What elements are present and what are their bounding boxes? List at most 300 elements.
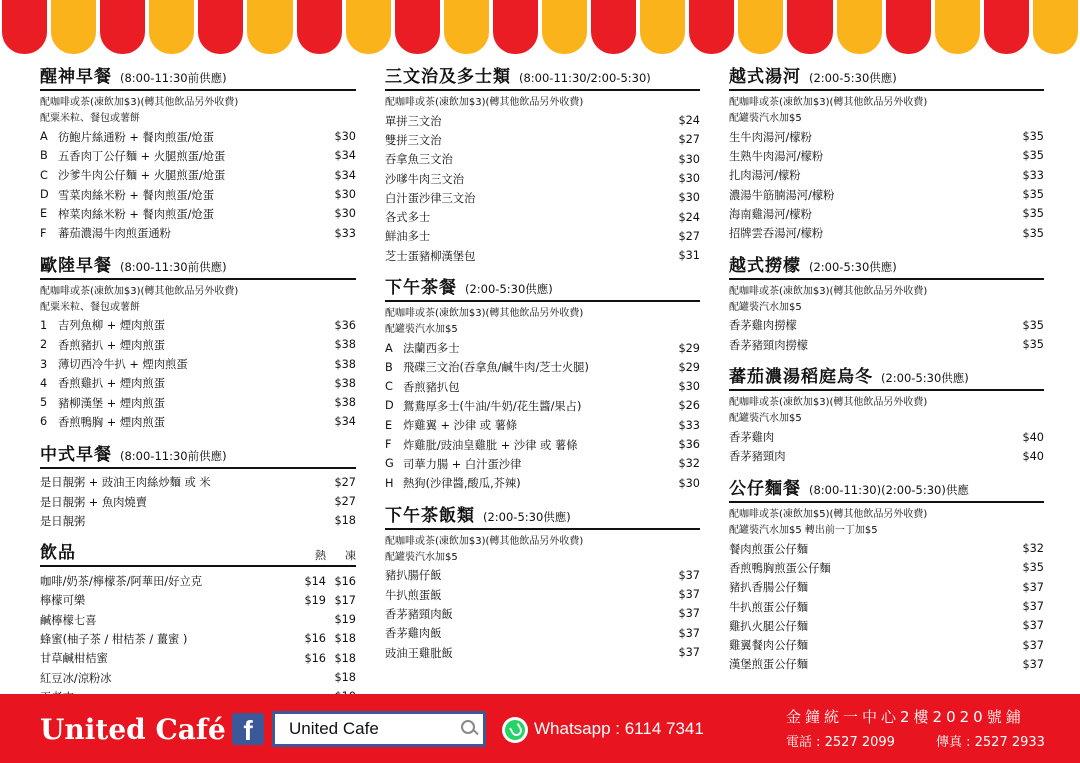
- drink-item: [40, 591, 356, 610]
- section-hours: (8:00-11:30前供應): [120, 448, 227, 463]
- item-price: $38: [334, 376, 356, 390]
- menu-section: [385, 62, 700, 265]
- menu-item: [385, 624, 700, 643]
- section-header: [385, 273, 700, 302]
- item-price: $38: [334, 396, 356, 410]
- item-code: 3: [40, 357, 48, 371]
- item-name: 香茅豬頸肉: [729, 450, 786, 464]
- item-price: $37: [1022, 580, 1044, 594]
- awning-stripe: [346, 0, 391, 54]
- awning-stripe: [2, 0, 47, 54]
- footer-bar: [0, 694, 1080, 763]
- menu-section: [385, 273, 700, 492]
- awning-stripe: [640, 0, 685, 54]
- item-code: A: [385, 341, 393, 355]
- item-price: $30: [678, 476, 700, 490]
- section-note: 配咖啡或茶(凍飲加$3)(轉其他飲品另外收費): [40, 97, 239, 108]
- item-name: 漢堡煎蛋公仔麵: [729, 658, 809, 672]
- item-price: $38: [334, 338, 356, 352]
- item-name: 海南雞湯河/檬粉: [729, 207, 812, 221]
- item-name: 彷鮑片絲通粉 + 餐肉煎蛋/炝蛋: [58, 130, 215, 144]
- awning-stripe: [984, 0, 1029, 54]
- item-name: 鮮油多士: [385, 230, 431, 244]
- section-title: 公仔麵餐: [729, 478, 801, 499]
- menu-item: [729, 316, 1044, 335]
- menu-item: [385, 454, 700, 473]
- drink-name: 鹹檸檬七喜: [40, 613, 97, 627]
- item-code: A: [40, 130, 48, 144]
- menu-item: [385, 396, 700, 415]
- awning-stripe: [51, 0, 96, 54]
- menu-section: [729, 251, 1044, 355]
- section-header: [40, 251, 356, 280]
- drinks-title: 飲品: [40, 543, 76, 564]
- section-header: [729, 62, 1044, 91]
- item-price: $35: [1022, 561, 1044, 575]
- drink-cold-price: $18: [334, 632, 356, 646]
- menu-item: [385, 416, 700, 435]
- section-hours: (8:00-11:30/2:00-5:30): [519, 71, 651, 85]
- section-hours: (2:00-5:30供應): [465, 282, 553, 297]
- menu-item: [385, 207, 700, 226]
- item-price: $37: [678, 568, 700, 582]
- item-name: 雪菜肉絲米粉 + 餐肉煎蛋/炝蛋: [58, 188, 215, 202]
- section-note: 配咖啡或茶(凍飲加$3)(轉其他飲品另外收費): [729, 97, 928, 108]
- item-price: $30: [678, 172, 700, 186]
- menu-item: [729, 204, 1044, 223]
- section-note: 配咖啡或茶(凍飲加$3)(轉其他飲品另外收費): [729, 285, 928, 297]
- section-note: 配罐裝汽水加$5: [729, 301, 802, 313]
- item-name: 香茅豬頸肉飯: [385, 607, 453, 621]
- item-name: 香茅雞肉: [729, 431, 775, 445]
- awning-stripe: [395, 0, 440, 54]
- item-name: 扎肉湯河/檬粉: [729, 169, 801, 183]
- drink-name: 蜂蜜(柚子茶 / 柑桔茶 / 薑蜜 ): [40, 632, 188, 646]
- telephone: 電話 : 2527 2099: [786, 735, 895, 750]
- item-name: 香煎鴨胸煎蛋公仔麵: [729, 561, 831, 575]
- item-code: 6: [40, 415, 48, 429]
- menu-item: [729, 335, 1044, 354]
- drink-item: [40, 668, 356, 687]
- item-code: D: [385, 399, 394, 413]
- section-note: 配罐裝汽水加$5: [729, 113, 802, 124]
- section-title: 下午茶餐: [385, 278, 457, 299]
- item-name: 炸雞翼 + 沙律 或 薯條: [403, 419, 518, 433]
- section-hours: (8:00-11:30前供應): [120, 259, 227, 274]
- awning-stripe: [493, 0, 538, 54]
- drink-name: 甘草鹹柑桔蜜: [40, 652, 108, 666]
- item-name: 香茅雞肉飯: [385, 627, 442, 641]
- section-title: 越式湯河: [729, 67, 801, 87]
- section-hours: (2:00-5:30供應): [809, 259, 897, 274]
- section-title: 三文治及多士類: [385, 67, 511, 87]
- item-price: $32: [1022, 542, 1044, 556]
- item-name: 五香肉丁公仔麵 + 火腿煎蛋/炝蛋: [58, 149, 226, 163]
- section-note: 配咖啡或茶(凍飲加$5)(轉其他飲品另外收費): [729, 508, 928, 520]
- section-note: 配罐裝汽水加$5: [385, 324, 458, 336]
- item-price: $30: [334, 207, 356, 221]
- item-price: $36: [334, 318, 356, 332]
- awning-stripe: [198, 0, 243, 54]
- menu-item: [385, 585, 700, 604]
- menu-item: [40, 473, 356, 492]
- item-name: 香煎雞扒 + 煙肉煎蛋: [58, 377, 166, 391]
- item-name: 招牌雲吞湯河/檬粉: [729, 227, 824, 241]
- drink-hot-price: $16: [304, 632, 326, 646]
- menu-item: [729, 127, 1044, 146]
- drink-hot-price: $16: [304, 651, 326, 665]
- menu-item: [385, 473, 700, 492]
- awning-stripe: [935, 0, 980, 54]
- drink-hot-price: $19: [304, 593, 326, 607]
- menu-item: [40, 185, 356, 204]
- section-note: 配咖啡或茶(凍飲加$3)(轉其他飲品另外收費): [40, 285, 239, 297]
- section-title: 中式早餐: [40, 444, 112, 465]
- item-name: 豬扒腸仔飯: [385, 569, 442, 583]
- menu-item: [729, 597, 1044, 616]
- item-code: C: [385, 380, 393, 394]
- drink-item: [40, 649, 356, 668]
- item-name: 熱狗(沙律醬,酸瓜,芥辣): [403, 477, 521, 491]
- awning-stripe: [689, 0, 734, 54]
- item-price: $24: [678, 210, 700, 224]
- item-name: 豬柳漢堡 + 煙肉煎蛋: [58, 396, 166, 410]
- item-name: 單拼三文治: [385, 114, 442, 128]
- menu-item: [385, 377, 700, 396]
- section-header: [729, 251, 1044, 280]
- menu-column-3: [729, 62, 1044, 682]
- awning-stripe: [886, 0, 931, 54]
- menu-section: [729, 362, 1044, 466]
- item-code: B: [385, 360, 393, 374]
- item-price: $37: [1022, 657, 1044, 671]
- item-name: 各式多士: [385, 211, 431, 225]
- item-price: $37: [1022, 619, 1044, 633]
- menu-item: [729, 447, 1044, 466]
- awning-header: [0, 0, 1080, 54]
- section-title: 醒神早餐: [40, 67, 112, 87]
- menu-section: [729, 62, 1044, 243]
- awning-stripe: [100, 0, 145, 54]
- drinks-section: [40, 538, 356, 706]
- section-note: 配罐裝汽水加$5: [385, 551, 458, 563]
- drink-cold-price: $17: [334, 593, 356, 607]
- menu-item: [385, 358, 700, 377]
- item-code: F: [40, 226, 47, 240]
- menu-item: [729, 616, 1044, 635]
- item-price: $26: [678, 399, 700, 413]
- menu-item: [729, 578, 1044, 597]
- menu-column-1: [40, 62, 356, 715]
- item-name: 濃湯牛筋腩湯河/檬粉: [729, 188, 835, 202]
- menu-item: [385, 338, 700, 357]
- item-price: $29: [678, 341, 700, 355]
- item-price: $40: [1022, 430, 1044, 444]
- item-code: 1: [40, 318, 48, 332]
- item-code: 4: [40, 376, 48, 390]
- item-name: 吞拿魚三文治: [385, 153, 453, 167]
- awning-stripe: [444, 0, 489, 54]
- menu-item: [385, 435, 700, 454]
- menu-item: [385, 111, 700, 130]
- menu-item: [385, 130, 700, 149]
- section-header: [40, 62, 356, 91]
- section-note: 配粟米粒、餐包或薯餅: [40, 113, 140, 124]
- item-price: $30: [678, 380, 700, 394]
- section-title: 歐陸早餐: [40, 255, 112, 276]
- drink-cold-price: $18: [334, 671, 356, 685]
- item-price: $30: [678, 152, 700, 166]
- item-name: 雙拼三文治: [385, 133, 442, 147]
- awning-stripe: [787, 0, 832, 54]
- item-price: $30: [678, 191, 700, 205]
- menu-item: [40, 374, 356, 393]
- section-note: 配咖啡或茶(凍飲加$3)(轉其他飲品另外收費): [385, 535, 584, 547]
- item-price: $35: [1022, 188, 1044, 202]
- menu-item: [729, 146, 1044, 165]
- whatsapp-number: Whatsapp : 6114 7341: [534, 719, 704, 738]
- item-code: B: [40, 149, 48, 163]
- menu-section: [385, 501, 700, 662]
- menu-item: [40, 393, 356, 412]
- item-price: $35: [1022, 130, 1044, 144]
- item-name: 香煎豬扒包: [403, 380, 460, 394]
- section-header: [385, 501, 700, 530]
- item-price: $30: [334, 188, 356, 202]
- item-price: $35: [1022, 149, 1044, 163]
- menu-item: [40, 354, 356, 373]
- section-hours: (8:00-11:30前供應): [120, 71, 227, 85]
- drink-item: [40, 610, 356, 629]
- section-note: 配粟米粒、餐包或薯餅: [40, 301, 140, 313]
- awning-stripe: [837, 0, 882, 54]
- menu-item: [40, 412, 356, 431]
- cold-label: 凍: [345, 549, 356, 563]
- item-price: $33: [334, 226, 356, 240]
- fax: 傳真 : 2527 2933: [936, 735, 1045, 750]
- menu-item: [385, 188, 700, 207]
- menu-item: [385, 566, 700, 585]
- menu-item: [40, 127, 356, 146]
- item-name: 香茅豬頸肉撈檬: [729, 338, 809, 352]
- item-code: 2: [40, 338, 48, 352]
- item-price: $35: [1022, 226, 1044, 240]
- section-hours: (8:00-11:30)(2:00-5:30)供應: [809, 482, 969, 497]
- menu-item: [729, 539, 1044, 558]
- section-note: 配罐裝汽水加$5: [729, 413, 802, 425]
- item-name: 法蘭西多士: [403, 342, 460, 356]
- item-price: $18: [334, 514, 356, 528]
- item-price: $27: [334, 495, 356, 508]
- menu-section: [729, 474, 1044, 674]
- menu-item: [40, 492, 356, 511]
- section-note: 配罐裝汽水加$5 轉出前一丁加$5: [729, 524, 878, 536]
- drink-cold-price: $16: [334, 574, 356, 588]
- menu-item: [40, 204, 356, 223]
- menu-item: [385, 227, 700, 246]
- item-price: $33: [678, 418, 700, 432]
- item-name: 牛扒煎蛋飯: [385, 588, 442, 602]
- menu-item: [729, 655, 1044, 674]
- menu-item: [729, 427, 1044, 446]
- item-name: 生熟牛肉湯河/檬粉: [729, 149, 824, 163]
- item-name: 炸雞肶/豉油皇雞肶 + 沙律 或 薯條: [403, 438, 578, 452]
- item-price: $34: [334, 168, 356, 182]
- shop-address: 金鐘統一中心2樓2020號鋪: [786, 708, 1025, 726]
- menu-section: [40, 251, 356, 432]
- menu-item: [729, 185, 1044, 204]
- awning-stripe: [149, 0, 194, 54]
- item-price: $37: [678, 607, 700, 621]
- item-price: $37: [678, 646, 700, 660]
- item-code: F: [385, 438, 392, 451]
- drinks-header: [40, 538, 356, 567]
- section-title: 越式撈檬: [729, 255, 801, 276]
- menu-item: [385, 643, 700, 662]
- item-name: 芝士蛋豬柳漢堡包: [385, 249, 476, 263]
- item-price: $24: [678, 114, 700, 128]
- item-price: $35: [1022, 338, 1044, 352]
- item-name: 豬扒香腸公仔麵: [729, 581, 809, 595]
- search-icon: [455, 715, 483, 743]
- item-price: $30: [334, 130, 356, 144]
- item-name: 雞翼餐肉公仔麵: [729, 639, 809, 653]
- section-hours: (2:00-5:30供應): [809, 71, 897, 85]
- item-name: 榨菜肉絲米粉 + 餐肉煎蛋/炝蛋: [58, 207, 215, 221]
- brand-logo: United Café: [40, 713, 226, 746]
- item-price: $32: [678, 457, 700, 471]
- item-price: $37: [678, 588, 700, 602]
- drink-cold-price: $19: [334, 613, 356, 627]
- menu-item: [729, 635, 1044, 654]
- item-name: 生牛肉湯河/檬粉: [729, 130, 812, 144]
- drink-cold-price: $18: [334, 651, 356, 665]
- item-code: G: [385, 457, 394, 471]
- item-name: 飛碟三文治(吞拿魚/鹹牛肉/芝士火腿): [403, 361, 589, 375]
- section-title: 蕃茄濃湯稻庭烏冬: [729, 367, 873, 388]
- item-price: $31: [678, 249, 700, 263]
- item-name: 香茅雞肉撈檬: [729, 319, 797, 333]
- awning-stripe: [247, 0, 292, 54]
- item-name: 餐肉煎蛋公仔麵: [729, 542, 809, 556]
- item-price: $36: [678, 438, 700, 451]
- whatsapp-icon: [502, 717, 528, 743]
- section-note: 配咖啡或茶(凍飲加$3)(轉其他飲品另外收費): [385, 97, 584, 108]
- item-code: C: [40, 168, 48, 182]
- item-name: 薄切西冷牛扒 + 煙肉煎蛋: [58, 358, 188, 372]
- item-code: D: [40, 188, 49, 202]
- section-header: [729, 362, 1044, 391]
- menu-item: [729, 558, 1044, 577]
- drink-item: [40, 571, 356, 590]
- menu-item: [40, 511, 356, 530]
- section-note: 配咖啡或茶(凍飲加$3)(轉其他飲品另外收費): [385, 308, 584, 320]
- item-name: 牛扒煎蛋公仔麵: [729, 600, 809, 614]
- menu-item: [385, 169, 700, 188]
- item-name: 蕃茄濃湯牛肉煎蛋通粉: [58, 227, 171, 241]
- item-name: 沙嗲牛肉三文治: [385, 172, 465, 186]
- section-hours: (2:00-5:30供應): [881, 371, 969, 386]
- item-name: 司華力腸 + 白汁蛋沙律: [403, 457, 522, 471]
- menu-item: [40, 335, 356, 354]
- item-price: $37: [1022, 600, 1044, 613]
- item-price: $34: [334, 149, 356, 163]
- drink-hot-price: $14: [304, 574, 326, 588]
- menu-item: [385, 246, 700, 265]
- menu-section: [40, 62, 356, 243]
- item-price: $27: [678, 229, 700, 243]
- facebook-icon[interactable]: f: [232, 713, 264, 745]
- item-price: $37: [678, 626, 700, 640]
- section-header: [729, 474, 1044, 503]
- item-name: 雞扒火腿公仔麵: [729, 619, 809, 633]
- menu-item: [40, 223, 356, 242]
- drink-name: 紅豆冰/涼粉冰: [40, 671, 112, 685]
- item-name: 是日靚粥 + 魚肉燒賣: [40, 495, 148, 509]
- item-price: $35: [1022, 207, 1044, 221]
- item-price: $34: [334, 415, 356, 429]
- item-price: $35: [1022, 318, 1044, 332]
- section-header: [385, 62, 700, 91]
- menu-item: [40, 316, 356, 335]
- section-hours: (2:00-5:30供應): [483, 509, 571, 524]
- item-price: $29: [678, 360, 700, 374]
- facebook-search-box[interactable]: [272, 711, 486, 747]
- item-name: 香煎豬扒 + 煙肉煎蛋: [58, 338, 166, 352]
- item-name: 吉列魚柳 + 煙肉煎蛋: [58, 319, 166, 333]
- menu-item: [385, 604, 700, 623]
- menu-column-2: [385, 62, 700, 670]
- item-code: 5: [40, 396, 48, 410]
- item-price: $27: [678, 133, 700, 147]
- item-name: 是日靚粥: [40, 514, 86, 528]
- menu-item: [729, 166, 1044, 185]
- menu-item: [385, 150, 700, 169]
- item-name: 沙爹牛肉公仔麵 + 火腿煎蛋/炝蛋: [58, 169, 226, 183]
- hot-label: 熱: [315, 549, 326, 563]
- drink-name: 咖啡/奶茶/檸檬茶/阿華田/好立克: [40, 575, 203, 589]
- item-name: 香煎鴨胸 + 煙肉煎蛋: [58, 415, 166, 429]
- drink-name: 檸檬可樂: [40, 594, 86, 608]
- menu-item: [729, 223, 1044, 242]
- item-name: 鴛鴦厚多士(牛油/牛奶/花生醬/果占): [403, 399, 582, 413]
- item-code: H: [385, 476, 394, 490]
- item-price: $38: [334, 357, 356, 371]
- drink-item: [40, 629, 356, 648]
- section-header: [40, 440, 356, 469]
- item-code: E: [40, 207, 48, 221]
- item-price: $33: [1022, 168, 1044, 182]
- menu-section: [40, 440, 356, 531]
- item-code: E: [385, 418, 393, 432]
- item-name: 豉油王雞肶飯: [385, 646, 453, 660]
- awning-stripe: [1033, 0, 1078, 54]
- awning-stripe: [738, 0, 783, 54]
- item-price: $40: [1022, 449, 1044, 463]
- section-note: 配咖啡或茶(凍飲加$3)(轉其他飲品另外收費): [729, 397, 928, 409]
- awning-stripe: [591, 0, 636, 54]
- item-name: 是日靚粥 + 豉油王肉絲炒麵 或 米: [40, 476, 211, 490]
- section-title: 下午茶飯類: [385, 505, 475, 526]
- item-price: $37: [1022, 638, 1044, 652]
- menu-item: [40, 146, 356, 165]
- menu-item: [40, 166, 356, 185]
- item-name: 白汁蛋沙律三文治: [385, 191, 476, 205]
- awning-stripe: [297, 0, 342, 54]
- item-price: $27: [334, 475, 356, 489]
- awning-stripe: [542, 0, 587, 54]
- facebook-page-name: United Cafe: [289, 719, 379, 738]
